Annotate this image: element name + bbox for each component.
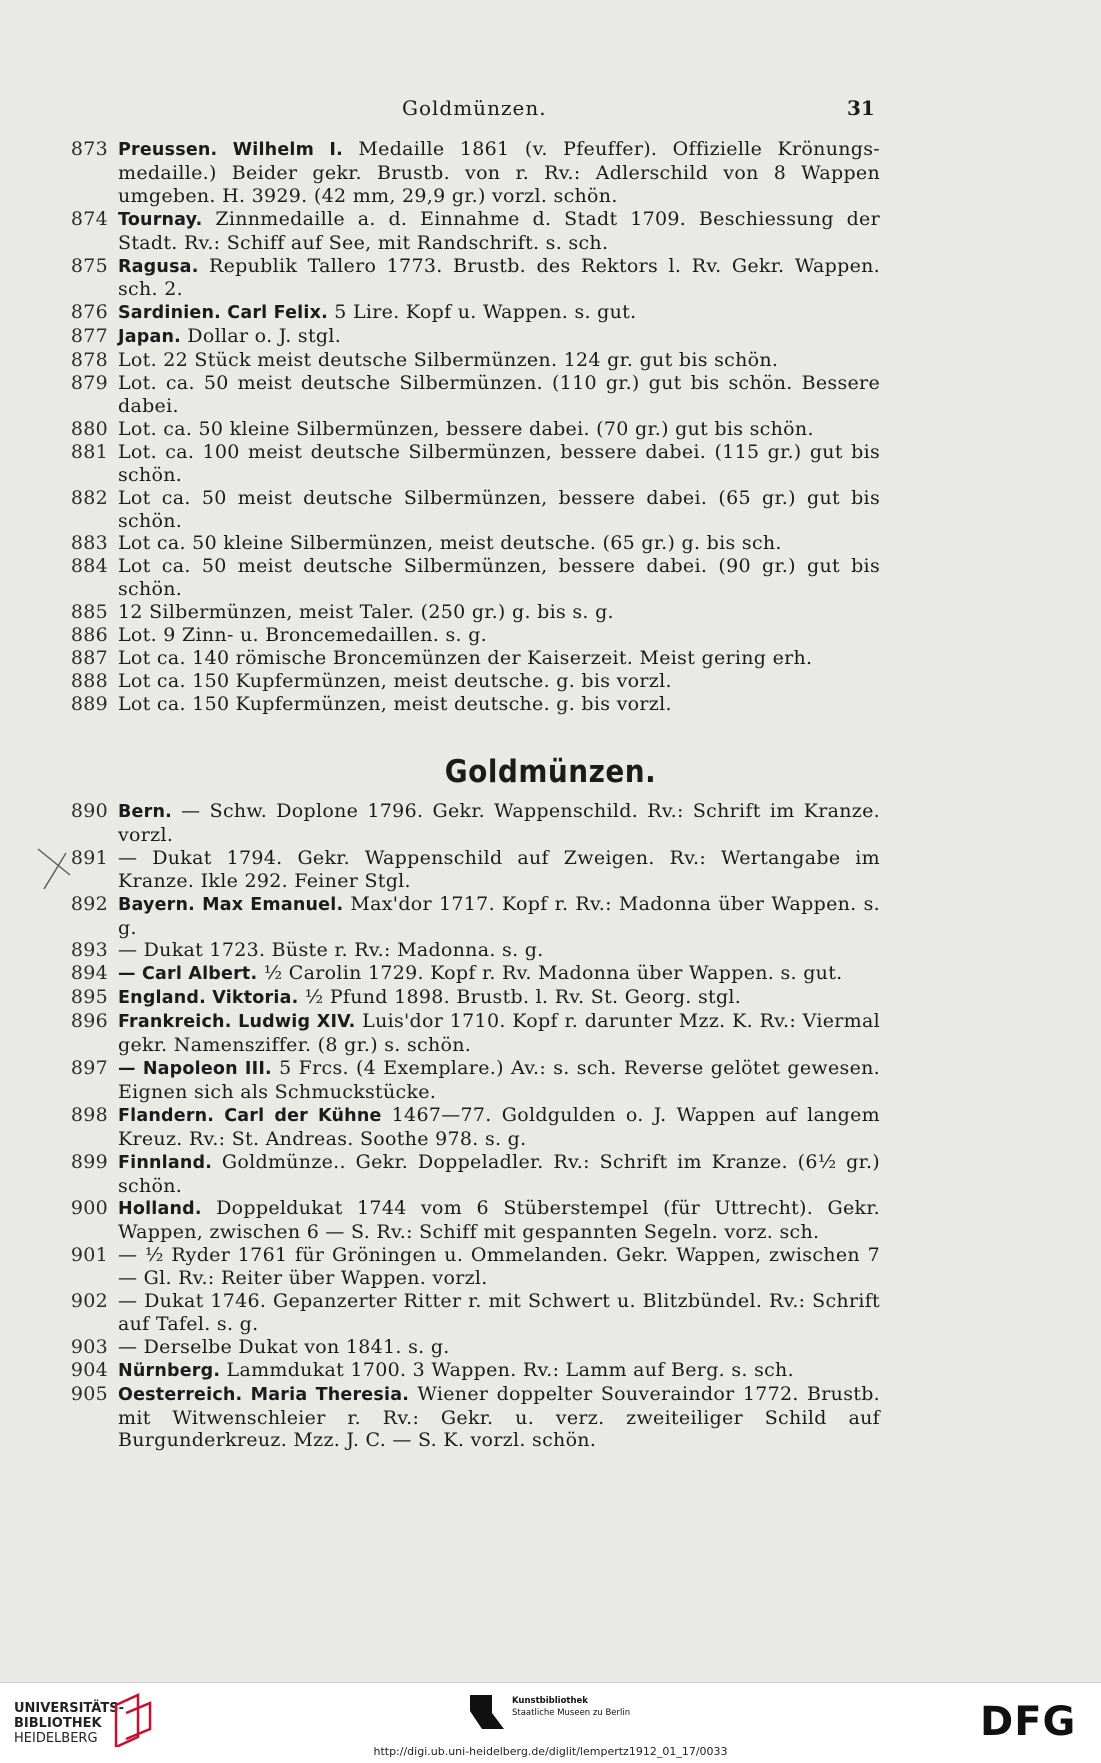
- lot-heading: Japan.: [118, 327, 181, 348]
- lot-description: — ½ Ryder 1761 für Gröningen u. Ommelanden. Gekr. Wappen, zwischen 7 — Gl. Rv.: Reiter über Wappen. vorzl.: [118, 1244, 880, 1290]
- lot-description: — Derselbe Dukat von 1841. s. g.: [118, 1335, 450, 1358]
- kunstbibliothek-logo-icon: [470, 1695, 504, 1729]
- catalog-entry: [70, 986, 880, 1010]
- catalog-entry: [70, 325, 880, 349]
- catalog-entry: [70, 1151, 880, 1198]
- lot-description: 1467—77. Goldgulden o. J. Wappen auf langem Kreuz. Rv.: St. Andreas. Soothe 978. s. g.: [118, 1103, 880, 1150]
- catalog-entry: [70, 1244, 880, 1290]
- lot-heading: Nürnberg.: [118, 1360, 221, 1381]
- lot-description: 5 Lire. Kopf u. Wappen. s. gut.: [327, 301, 637, 324]
- lot-heading: Sardinien. Carl Felix.: [118, 303, 328, 324]
- catalog-entry: [70, 1197, 880, 1244]
- catalog-entry: [70, 962, 880, 986]
- lot-number: 895: [70, 986, 108, 1009]
- lot-number: 894: [70, 962, 108, 985]
- lot-number: 886: [70, 624, 108, 647]
- lot-heading: Holland.: [118, 1199, 202, 1220]
- lot-description: — Schw. Doplone 1796. Gekr. Wappenschild. Rv.: Schrift im Kranze. vorzl.: [118, 800, 880, 846]
- dfg-logo: DFG: [980, 1699, 1077, 1745]
- lot-heading: Oesterreich. Maria Theresia.: [118, 1384, 410, 1405]
- lot-number: 874: [70, 207, 108, 230]
- lot-number: 878: [70, 349, 108, 372]
- lot-description: Max'dor 1717. Kopf r. Rv.: Madonna über Wappen. s. g.: [118, 892, 880, 939]
- kunstbibliothek-name: [512, 1695, 630, 1719]
- catalog-entry: [70, 138, 880, 208]
- lot-number: 900: [70, 1197, 108, 1220]
- university-line-3: HEIDELBERG: [14, 1731, 98, 1746]
- catalog-entry: [70, 939, 880, 962]
- lot-description: Lot ca. 150 Kupfermünzen, meist deutsche. g. bis vorzl.: [118, 669, 672, 692]
- catalog-entry: [70, 624, 880, 647]
- lot-number: 896: [70, 1010, 108, 1033]
- lot-description: Lot ca. 50 meist deutsche Silbermünzen, bessere dabei. (65 gr.) gut bis schön.: [118, 486, 880, 532]
- catalog-entry: [70, 1359, 880, 1383]
- lot-number: 903: [70, 1335, 108, 1358]
- lot-number: 875: [70, 254, 108, 277]
- lot-description: ½ Pfund 1898. Brustb. l. Rv. St. Georg. stgl.: [298, 986, 742, 1009]
- lot-number: 877: [70, 325, 108, 348]
- catalog-entry: [70, 1057, 880, 1104]
- lot-description: Doppeldukat 1744 vom 6 Stüberstempel (für Uttrecht). Gekr. Wappen, zwischen 6 — S. Rv.: Schiff mit gespannten Segeln. vorz. sch.: [118, 1197, 880, 1244]
- lot-number: 879: [70, 372, 108, 395]
- running-head: [0, 96, 1101, 126]
- lot-number: 876: [70, 301, 108, 324]
- lot-description: Lammdukat 1700. 3 Wappen. Rv.: Lamm auf Berg. s. sch.: [220, 1358, 794, 1381]
- section-heading: Goldmünzen.: [444, 754, 657, 790]
- catalog-entry: [70, 647, 880, 670]
- lot-number: 881: [70, 440, 108, 463]
- lot-heading: England. Viktoria.: [118, 988, 299, 1009]
- catalog-entry: [70, 1104, 880, 1151]
- lot-description: Lot. ca. 50 meist deutsche Silbermünzen. (110 gr.) gut bis schön. Bessere dabei.: [118, 372, 880, 417]
- lot-description: — Dukat 1746. Gepanzerter Ritter r. mit Schwert u. Blitzbündel. Rv.: Schrift auf Tafel. s. g.: [118, 1290, 880, 1335]
- catalog-entry: [70, 800, 880, 847]
- catalog-entry: [70, 1010, 880, 1057]
- lot-description: 5 Frcs. (4 Exemplare.) Av.: s. sch. Reverse gelötet gewesen. Eignen sich als Schmuckstücke.: [118, 1056, 880, 1103]
- catalog-entry: [70, 601, 880, 624]
- catalog-entry: [70, 301, 880, 325]
- catalog-entry: [70, 487, 880, 533]
- lot-description: Lot. 22 Stück meist deutsche Silbermünzen. 124 gr. gut bis schön.: [118, 349, 779, 372]
- catalog-entry: [70, 418, 880, 441]
- lot-description: Wiener doppelter Souveraindor 1772. Brustb. mit Witwenschleier r. Rv.: Gekr. u. verz. zweiteiliger Schild auf Burgunderkreuz. Mzz. J. C. — S. K. vorzl. schön.: [118, 1382, 880, 1452]
- lot-number: 898: [70, 1103, 108, 1126]
- lot-description: ½ Carolin 1729. Kopf r. Rv. Madonna über Wappen. s. gut.: [257, 962, 843, 985]
- lot-description: Republik Tallero 1773. Brustb. des Rektors l. Rv. Gekr. Wappen. sch. 2.: [118, 254, 880, 301]
- catalog-entry: [70, 693, 880, 716]
- lot-description: Goldmünze.. Gekr. Doppeladler. Rv.: Schrift im Kranze. (6½ gr.) schön.: [118, 1150, 880, 1197]
- lot-heading: Finnland.: [118, 1152, 213, 1173]
- university-line-1: UNIVERSITÄTS-: [14, 1701, 124, 1716]
- lot-description: — Dukat 1723. Büste r. Rv.: Madonna. s. g.: [118, 939, 544, 962]
- digitization-footer: [0, 1682, 1101, 1763]
- kunstbibliothek-line-2: Staatliche Museen zu Berlin: [512, 1708, 631, 1718]
- lot-description: Dollar o. J. stgl.: [180, 325, 342, 348]
- lot-description: Medaille 1861 (v. Pfeuffer). Offizielle Krönungs-medaille.) Beider gekr. Brustb. von r. Rv.: Adlerschild von 8 Wappen umgeben. H. 3929. (42 mm, 29,9 gr.) vorzl. schön.: [118, 138, 881, 207]
- lot-description: Lot ca. 140 römische Broncemünzen der Kaiserzeit. Meist gering erh.: [118, 646, 813, 669]
- lot-number: 889: [70, 692, 108, 715]
- lot-heading: Frankreich. Ludwig XIV.: [118, 1012, 356, 1033]
- lot-heading: Bern.: [118, 802, 172, 822]
- lot-number: 897: [70, 1056, 108, 1079]
- lot-number: 888: [70, 669, 108, 692]
- running-title: Goldmünzen.: [402, 96, 547, 120]
- lot-number: 899: [70, 1150, 108, 1173]
- lot-description: Lot ca. 50 kleine Silbermünzen, meist deutsche. (65 gr.) g. bis sch.: [118, 532, 782, 555]
- lot-heading: Bayern. Max Emanuel.: [118, 894, 344, 915]
- lot-number: 880: [70, 417, 108, 440]
- lot-number: 887: [70, 646, 108, 669]
- lot-heading: Ragusa.: [118, 256, 199, 277]
- lot-heading: — Napoleon III.: [118, 1058, 272, 1079]
- lot-number: 905: [70, 1382, 108, 1405]
- lot-description: Lot. ca. 100 meist deutsche Silbermünzen, bessere dabei. (115 gr.) gut bis schön.: [118, 440, 880, 486]
- lot-heading: — Carl Albert.: [118, 964, 258, 985]
- lot-description: 12 Silbermünzen, meist Taler. (250 gr.) g. bis s. g.: [118, 601, 614, 624]
- university-line-2: BIBLIOTHEK: [14, 1716, 102, 1731]
- catalog-entry: [70, 1336, 880, 1359]
- lot-number: 891: [70, 846, 108, 869]
- lot-heading: Flandern. Carl der Kühne: [118, 1105, 382, 1126]
- lot-description: Luis'dor 1710. Kopf r. darunter Mzz. K. Rv.: Viermal gekr. Namensziffer. (8 gr.) s. schön.: [118, 1010, 880, 1057]
- catalog-entry: [70, 1290, 880, 1336]
- lot-number: 893: [70, 939, 108, 962]
- catalog-entry: [70, 372, 880, 418]
- lot-number: 890: [70, 800, 108, 822]
- lot-description: — Dukat 1794. Gekr. Wappenschild auf Zweigen. Rv.: Wertangabe im Kranze. Ikle 292. Feiner Stgl.: [118, 846, 880, 892]
- page-number: 31: [847, 96, 875, 120]
- lot-number: 904: [70, 1358, 108, 1381]
- lot-description: Lot ca. 150 Kupfermünzen, meist deutsche. g. bis vorzl.: [118, 692, 672, 715]
- lot-number: 892: [70, 892, 108, 915]
- catalog-entry: [70, 555, 880, 601]
- lot-heading: Preussen. Wilhelm I.: [118, 140, 343, 160]
- kunstbibliothek-line-1: Kunstbibliothek: [512, 1696, 588, 1706]
- catalog-entry: [70, 893, 880, 940]
- lot-description: Lot ca. 50 meist deutsche Silbermünzen, bessere dabei. (90 gr.) gut bis schön.: [118, 555, 880, 601]
- lot-description: Zinnmedaille a. d. Einnahme d. Stadt 1709. Beschiessung der Stadt. Rv.: Schiff auf See, mit Randschrift. s. sch.: [118, 207, 880, 254]
- source-url[interactable]: http://digi.ub.uni-heidelberg.de/diglit/lempertz1912_01_17/0033: [373, 1745, 728, 1758]
- lot-number: 882: [70, 486, 108, 509]
- catalog-entry: [70, 255, 880, 302]
- lot-number: 873: [70, 138, 108, 160]
- catalog-entry: [70, 208, 880, 255]
- lot-number: 901: [70, 1244, 108, 1267]
- lot-number: 884: [70, 555, 108, 578]
- lot-number: 902: [70, 1290, 108, 1313]
- catalog-entry: [70, 349, 880, 372]
- lot-description: Lot. 9 Zinn- u. Broncemedaillen. s. g.: [118, 624, 488, 647]
- silver-lot-list: [70, 138, 880, 716]
- lot-number: 883: [70, 532, 108, 555]
- university-library-name: [14, 1701, 124, 1746]
- lot-description: Lot. ca. 50 kleine Silbermünzen, bessere dabei. (70 gr.) gut bis schön.: [118, 417, 814, 440]
- gold-coin-list: [70, 800, 880, 1452]
- catalog-entry: [70, 847, 880, 893]
- lot-heading: Tournay.: [118, 209, 203, 230]
- university-logo-icon: [112, 1693, 156, 1747]
- catalog-entry: [70, 670, 880, 693]
- catalog-entry: [70, 1383, 880, 1453]
- lot-number: 885: [70, 601, 108, 624]
- catalog-entry: [70, 532, 880, 555]
- catalog-entry: [70, 441, 880, 487]
